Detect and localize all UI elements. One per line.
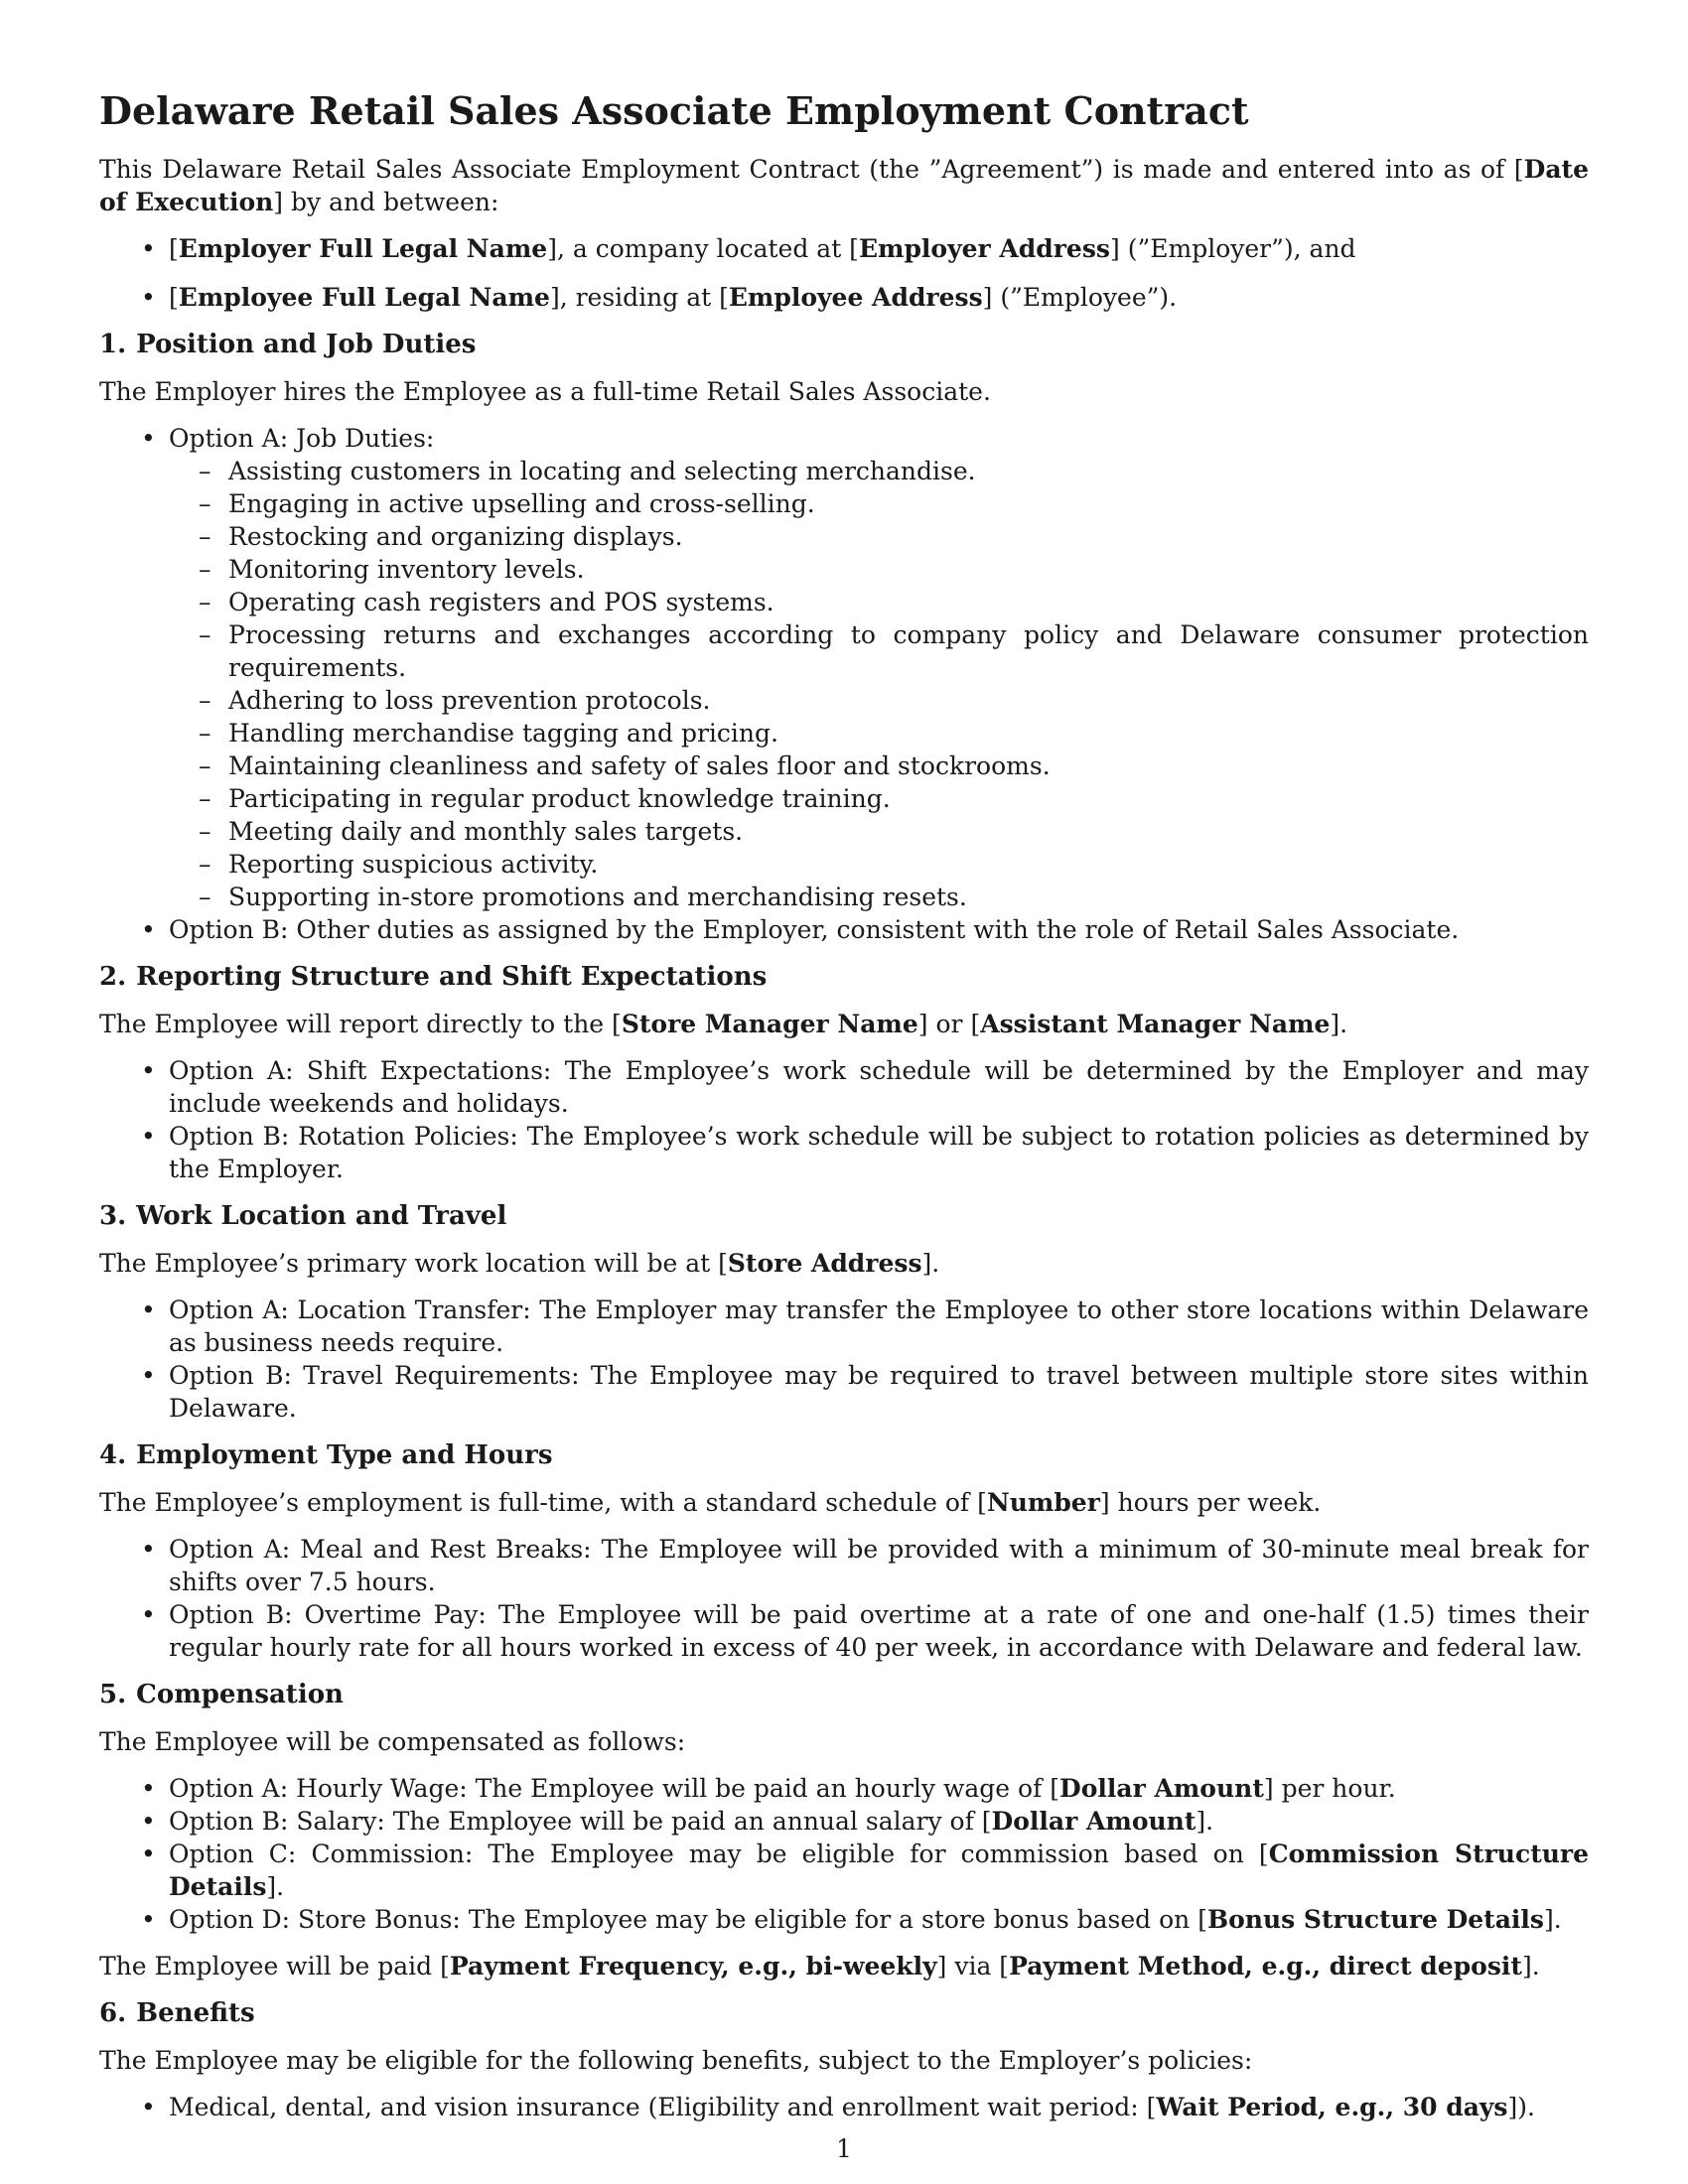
section-1-option-b: • Option B: Other duties as assigned by the Employer, consistent with the role of Retail Sales Associate. — [99, 913, 1589, 946]
section-3-text: The Employee’s primary work location will be at [Store Address]. — [99, 1249, 940, 1278]
party-employer: • [Employer Full Legal Name], a company located at [Employer Address] (”Employer”), and — [99, 232, 1589, 265]
date-placeholder: Date of Execution — [99, 155, 1589, 216]
section-5-option-b: • Option B: Salary: The Employee will be paid an annual salary of [Dollar Amount]. — [99, 1805, 1589, 1838]
section-3-option-a: • Option A: Location Transfer: The Employer may transfer the Employee to other store locations within Delaware as business needs require. — [99, 1294, 1589, 1359]
section-1-heading: 1. Position and Job Duties — [99, 330, 477, 359]
list-item: – Participating in regular product knowledge training. — [169, 782, 1589, 815]
page-number: 1 — [836, 2134, 852, 2163]
section-5-heading: 5. Compensation — [99, 1680, 344, 1709]
section-4-text: The Employee’s employment is full-time, with a standard schedule of [Number] hours per week. — [99, 1488, 1322, 1517]
section-2-text: The Employee will report directly to the [Store Manager Name] or [Assistant Manager Name]. — [99, 1010, 1348, 1038]
document-page — [99, 87, 1589, 2137]
benefit-item: • Medical, dental, and vision insurance (Eligibility and enrollment wait period: [Wait Period, e.g., 30 days]). — [99, 2091, 1589, 2123]
section-5-option-c: • Option C: Commission: The Employee may be eligible for commission based on [Commission Structure Details]. — [99, 1838, 1589, 1903]
section-1-options — [99, 422, 1589, 946]
list-item: – Supporting in-store promotions and merchandising resets. — [169, 881, 1589, 913]
section-3-options — [99, 1294, 1589, 1425]
list-item: – Reporting suspicious activity. — [169, 848, 1589, 881]
section-6-text: The Employee may be eligible for the following benefits, subject to the Employer’s policies: — [99, 2046, 1253, 2075]
section-5-options — [99, 1772, 1589, 1936]
section-5-option-d: • Option D: Store Bonus: The Employee may be eligible for a store bonus based on [Bonus Structure Details]. — [99, 1903, 1589, 1936]
list-item: – Monitoring inventory levels. — [169, 553, 1589, 586]
list-item: – Assisting customers in locating and selecting merchandise. — [169, 455, 1589, 487]
section-2-options — [99, 1054, 1589, 1185]
section-5-text: The Employee will be compensated as follows: — [99, 1727, 686, 1756]
job-duties-list — [169, 455, 1589, 913]
list-item: – Adhering to loss prevention protocols. — [169, 684, 1589, 717]
list-item: – Maintaining cleanliness and safety of sales floor and stockrooms. — [169, 750, 1589, 782]
list-item: – Operating cash registers and POS systems. — [169, 586, 1589, 618]
section-2-heading: 2. Reporting Structure and Shift Expectations — [99, 962, 768, 992]
section-6-heading: 6. Benefits — [99, 1998, 255, 2028]
section-4-options — [99, 1533, 1589, 1664]
section-2-option-b: • Option B: Rotation Policies: The Employee’s work schedule will be subject to rotation policies as determined by the Employer. — [99, 1120, 1589, 1185]
list-item: – Restocking and organizing displays. — [169, 520, 1589, 553]
parties-list — [99, 232, 1589, 314]
list-item: – Meeting daily and monthly sales targets. — [169, 815, 1589, 848]
section-4-option-b: • Option B: Overtime Pay: The Employee will be paid overtime at a rate of one and one-half (1.5) times their regular hourly rate for all hours worked in excess of 40 per week, in accordance with Delaware and federal law. — [99, 1598, 1589, 1664]
document-title: Delaware Retail Sales Associate Employment Contract — [99, 88, 1249, 133]
section-1-option-a: • Option A: Job Duties: – Assisting customers in locating and selecting merchandise. – Engaging in active upselling and cross-selling. – Restocking and organizing displays. – Monitoring inventory levels. – Operating cash registers and POS systems. – Processing returns and exchanges according to company policy and Delaware consumer protection requirements. – Adhering to loss prevention protocols. – Handling merchandise tagging and pricing. – Maintaining cleanliness and safety of sales floor and stockrooms. – Participating in regular product knowledge training. – Meeting daily and monthly sales targets. – Reporting suspicious activity. – Supporting in-store promotions and merchandising resets. — [99, 422, 1589, 913]
section-5-option-a: • Option A: Hourly Wage: The Employee will be paid an hourly wage of [Dollar Amount] per hour. — [99, 1772, 1589, 1805]
list-item: – Processing returns and exchanges according to company policy and Delaware consumer protection requirements. — [169, 618, 1589, 684]
intro-paragraph: This Delaware Retail Sales Associate Employment Contract (the ”Agreement”) is made and entered into as of [Date of Execution] by and between: — [99, 155, 1589, 216]
section-4-heading: 4. Employment Type and Hours — [99, 1440, 553, 1470]
list-item: – Handling merchandise tagging and pricing. — [169, 717, 1589, 750]
section-3-option-b: • Option B: Travel Requirements: The Employee may be required to travel between multiple store sites within Delaware. — [99, 1359, 1589, 1425]
section-2-option-a: • Option A: Shift Expectations: The Employee’s work schedule will be determined by the Employer and may include weekends and holidays. — [99, 1054, 1589, 1120]
section-1-text: The Employer hires the Employee as a full-time Retail Sales Associate. — [99, 377, 991, 406]
list-item: – Engaging in active upselling and cross-selling. — [169, 487, 1589, 520]
party-employee: • [Employee Full Legal Name], residing at [Employee Address] (”Employee”). — [99, 281, 1589, 314]
section-6-benefits — [99, 2091, 1589, 2123]
section-3-heading: 3. Work Location and Travel — [99, 1201, 507, 1231]
section-5-payment: The Employee will be paid [Payment Frequency, e.g., bi-weekly] via [Payment Method, e.g., direct deposit]. — [99, 1952, 1540, 1980]
section-4-option-a: • Option A: Meal and Rest Breaks: The Employee will be provided with a minimum of 30-minute meal break for shifts over 7.5 hours. — [99, 1533, 1589, 1598]
